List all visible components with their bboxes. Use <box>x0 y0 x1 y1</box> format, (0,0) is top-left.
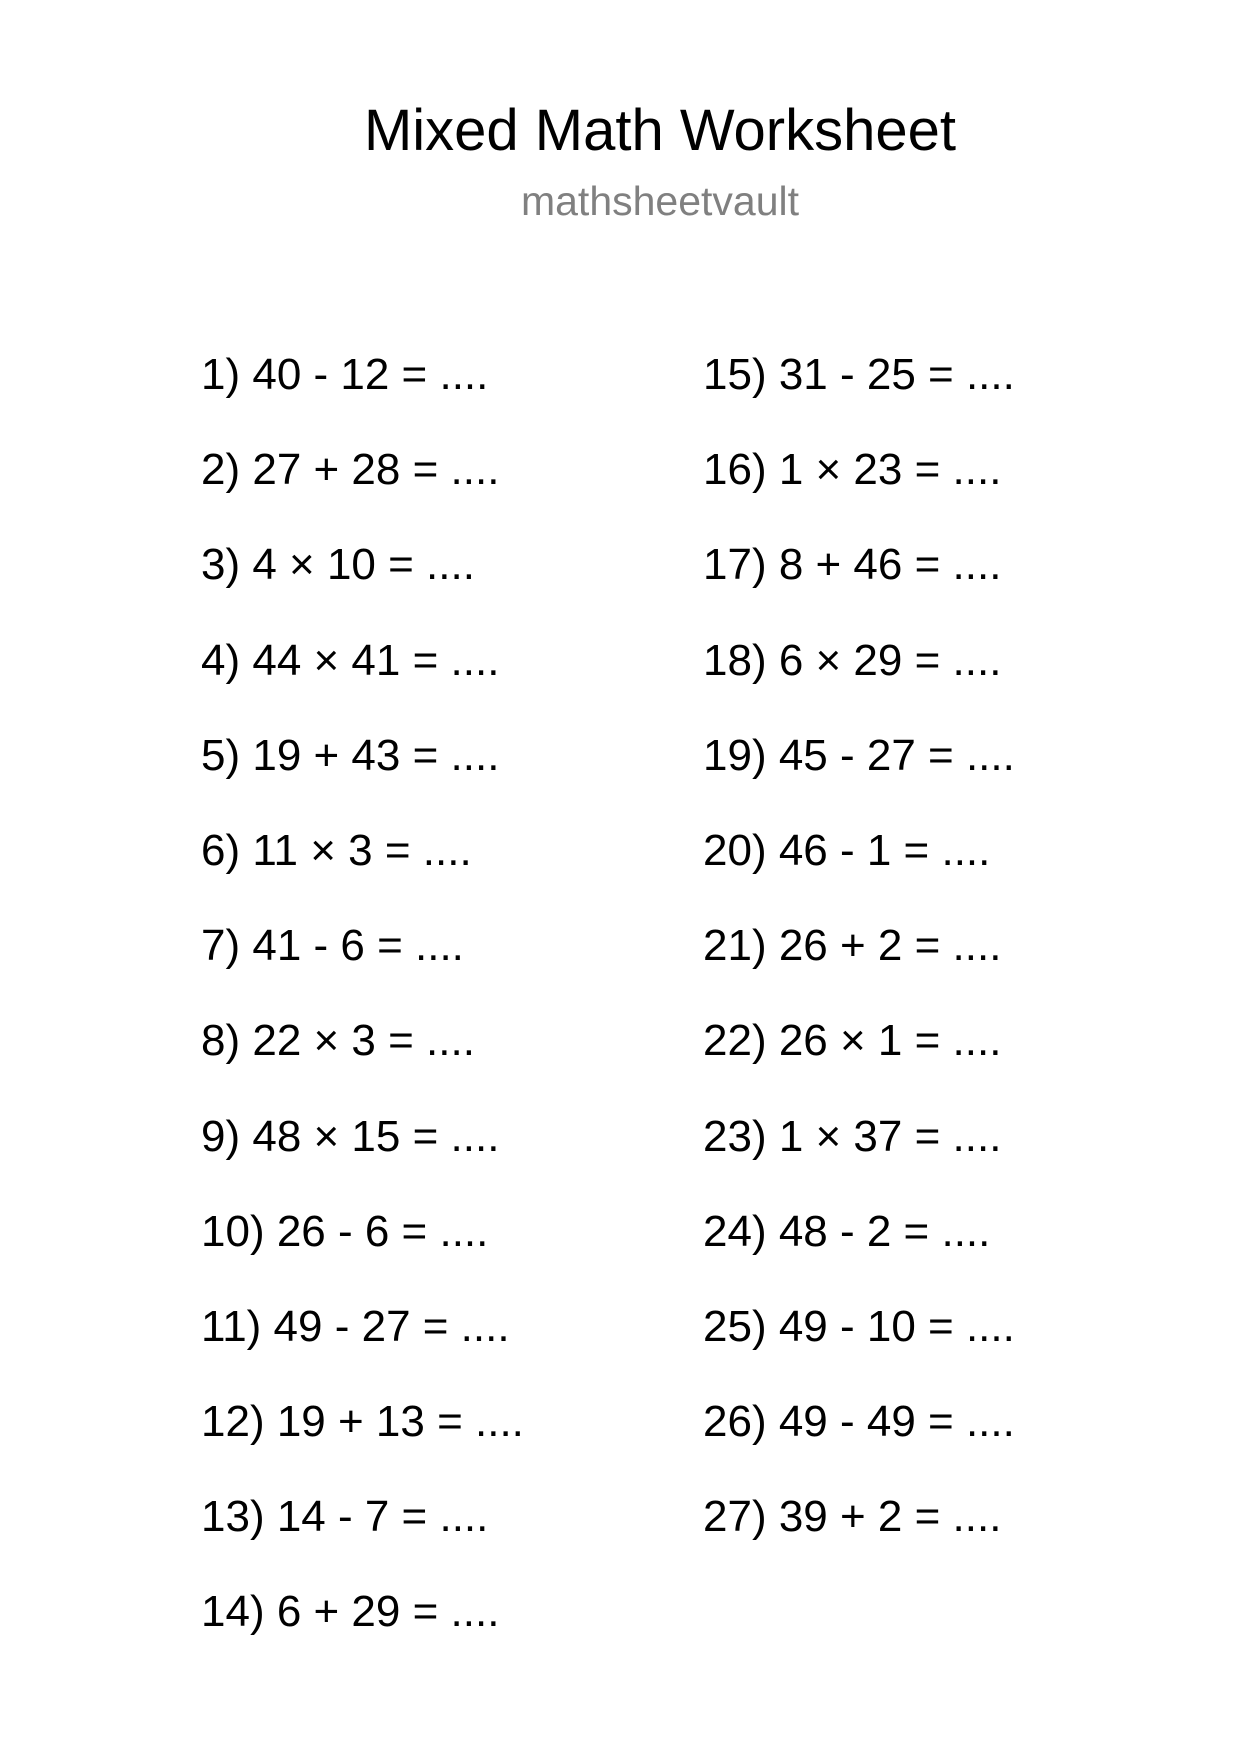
problem-6: 6) 11 × 3 = .... <box>201 825 472 875</box>
problem-1: 1) 40 - 12 = .... <box>201 350 489 399</box>
problem-22: 22) 26 × 1 = .... <box>703 1016 1002 1066</box>
problem-2: 2) 27 + 28 = .... <box>201 445 500 495</box>
problem-4: 4) 44 × 41 = .... <box>201 635 500 685</box>
problem-13: 13) 14 - 7 = .... <box>201 1492 489 1542</box>
problem-5: 5) 19 + 43 = .... <box>201 730 500 780</box>
problem-10: 10) 26 - 6 = .... <box>201 1206 489 1256</box>
problem-19: 19) 45 - 27 = .... <box>703 730 1015 780</box>
problem-3: 3) 4 × 10 = .... <box>201 540 475 590</box>
problem-17: 17) 8 + 46 = .... <box>703 540 1002 590</box>
problem-26: 26) 49 - 49 = .... <box>703 1397 1015 1447</box>
problem-23: 23) 1 × 37 = .... <box>703 1111 1002 1161</box>
problem-column-left <box>201 349 524 1682</box>
problem-18: 18) 6 × 29 = .... <box>703 635 1002 685</box>
problem-12: 12) 19 + 13 = .... <box>201 1397 524 1447</box>
problem-14: 14) 6 + 29 = .... <box>201 1587 500 1637</box>
problem-16: 16) 1 × 23 = .... <box>703 445 1002 495</box>
worksheet-header <box>0 96 1240 226</box>
problem-27: 27) 39 + 2 = .... <box>703 1492 1002 1542</box>
worksheet-subtitle: mathsheetvault <box>520 178 800 224</box>
problem-column-right <box>703 349 1015 1586</box>
problem-21: 21) 26 + 2 = .... <box>703 921 1002 971</box>
problem-8: 8) 22 × 3 = .... <box>201 1016 475 1066</box>
problem-20: 20) 46 - 1 = .... <box>703 825 991 875</box>
problem-7: 7) 41 - 6 = .... <box>201 921 464 971</box>
problem-9: 9) 48 × 15 = .... <box>201 1111 500 1161</box>
problem-11: 11) 49 - 27 = .... <box>201 1301 510 1351</box>
problem-15: 15) 31 - 25 = .... <box>703 350 1015 399</box>
problem-24: 24) 48 - 2 = .... <box>703 1206 991 1256</box>
problem-25: 25) 49 - 10 = .... <box>703 1301 1015 1351</box>
worksheet-title: Mixed Math Worksheet <box>363 98 957 163</box>
